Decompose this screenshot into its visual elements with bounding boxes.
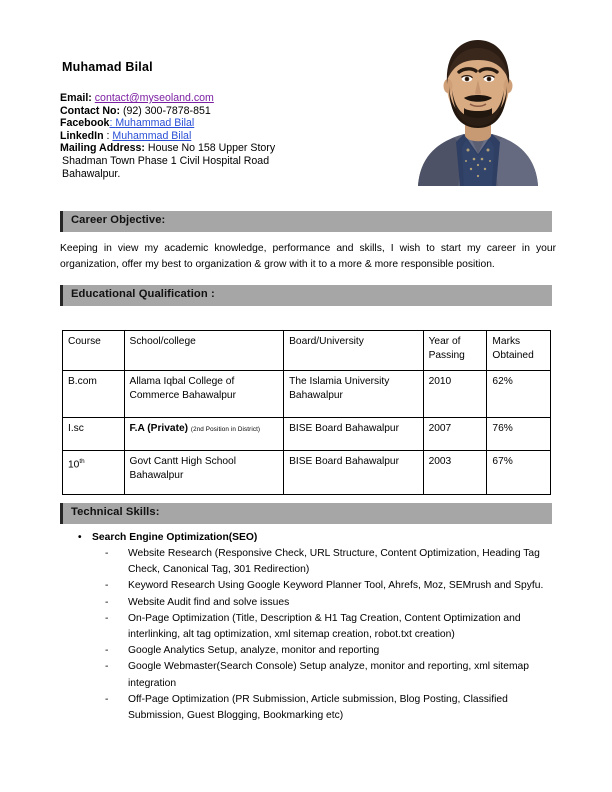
skill-sub-list [60,546,560,724]
dash-bullet-icon: - [105,645,109,657]
education-table [62,330,551,495]
section-header-technical-skills [60,503,552,524]
address-label: Mailing Address: [60,142,145,155]
list-item [60,611,560,643]
col-header-marks-l2: Obtained [492,349,534,361]
page-title: Muhamad Bilal [62,60,153,74]
dash-bullet-icon: - [105,661,109,673]
list-item [60,659,560,691]
col-header-year [423,331,487,371]
list-item-text: Google Analytics Setup, analyze, monitor and reporting [128,645,380,657]
phone-value: (92) 300-7878-851 [122,104,211,117]
cell-course: I.sc [63,418,125,451]
cell-marks: 76% [487,418,551,451]
cell-school: Govt Cantt High School Bahawalpur [124,451,284,495]
facebook-sep: : [109,117,116,130]
list-item [60,578,560,594]
cell-course: B.com [63,371,125,418]
contact-label-facebook: Facebook [60,117,110,130]
list-item-text: Website Research (Responsive Check, URL Structure, Content Optimization, Heading Tag Check, Canonical Tag, 301 Redirection) [128,548,540,576]
contact-label-phone: Contact No: [60,104,121,117]
table-row [63,451,551,495]
col-header-course: Course [63,331,125,371]
contact-line-address [60,142,380,155]
contact-line-linkedin [60,130,380,143]
resume-header [0,0,612,205]
section-header-education [60,285,552,306]
cell-school: Allama Iqbal College of Commerce Bahawalpur [124,371,284,418]
cell-school-note: (2nd Position in District) [190,426,261,433]
cell-year: 2007 [423,418,487,451]
cell-course-sup: th [79,458,85,465]
contact-line-email [60,92,380,105]
dash-bullet-icon: - [105,612,109,624]
contact-line-phone [60,105,380,118]
dash-bullet-icon: - [105,693,109,705]
list-item-text: Website Audit find and solve issues [128,596,290,608]
cell-marks: 62% [487,371,551,418]
technical-skills-list [60,530,560,724]
address-line-3: Bahawalpur. [62,167,121,180]
table-row [63,418,551,451]
col-header-year-l1: Year of [428,336,461,347]
career-objective-text: Keeping in view my academic knowledge, performance and skills, I wish to start my career in your organization, offer my best to organization & grow with it to a more & more responsible position. [60,243,556,270]
cell-year: 2003 [423,451,487,495]
bullet-dot-icon: • [78,532,82,543]
cell-board: BISE Board Bahawalpur [284,418,423,451]
skill-group-title [60,530,560,546]
address-line-2: Shadman Town Phase 1 Civil Hospital Road [62,154,270,167]
dash-bullet-icon: - [105,596,109,608]
list-item-text: Keyword Research Using Google Keyword Planner Tool, Ahrefs, Moz, SEMrush and Spyfu. [128,580,544,592]
cell-marks: 67% [487,451,551,495]
list-item [60,692,560,724]
dash-bullet-icon: - [105,580,109,592]
linkedin-sep: : [103,129,113,142]
address-line-1: House No 158 Upper Story [147,142,276,155]
table-header-row [63,331,551,371]
col-header-year-l2: Passing [428,349,465,361]
section-title-technical-skills: Technical Skills: [71,506,160,518]
contact-block [60,92,380,180]
linkedin-link[interactable]: Muhammad Bilal [112,129,192,142]
section-title-career-objective: Career Objective: [71,214,166,226]
facebook-link[interactable]: Muhammad Bilal [115,117,195,130]
skill-group [60,530,560,724]
section-header-career-objective [60,211,552,232]
table-row [63,371,551,418]
cell-school [124,418,284,451]
contact-label-email: Email: [60,92,92,104]
list-item-text: Google Webmaster(Search Console) Setup analyze, monitor and reporting, xml sitemap integration [128,661,530,689]
dash-bullet-icon: - [105,548,109,559]
list-item-text: Off-Page Optimization (PR Submission, Article submission, Blog Posting, Classified Submission, Guest Blogging, Bookmarking etc) [128,693,508,722]
cell-board: BISE Board Bahawalpur [284,451,423,495]
contact-line-facebook [60,117,380,130]
section-title-education: Educational Qualification : [71,288,215,300]
col-header-marks-l1: Marks [492,336,521,347]
list-item-text: On-Page Optimization (Title, Description & H1 Tag Creation, Content Optimization and interlinking, alt tag optimization, xml sitemap creation, robot.txt creation) [128,612,521,641]
col-header-school: School/college [124,331,284,371]
list-item [60,643,560,659]
cell-course-main: 10 [68,459,80,471]
cell-year: 2010 [423,371,487,418]
cell-school-main: F.A (Private) [129,423,189,434]
email-link[interactable]: contact@myseoland.com [94,92,214,104]
portrait-photo [402,28,554,186]
list-item [60,546,560,578]
list-item [60,595,560,611]
cell-course [63,451,125,495]
skill-group-name: Search Engine Optimization(SEO) [92,532,258,543]
cell-board: The Islamia University Bahawalpur [284,371,423,418]
col-header-board: Board/University [284,331,423,371]
col-header-marks [487,331,551,371]
contact-label-linkedin: LinkedIn [60,129,104,142]
